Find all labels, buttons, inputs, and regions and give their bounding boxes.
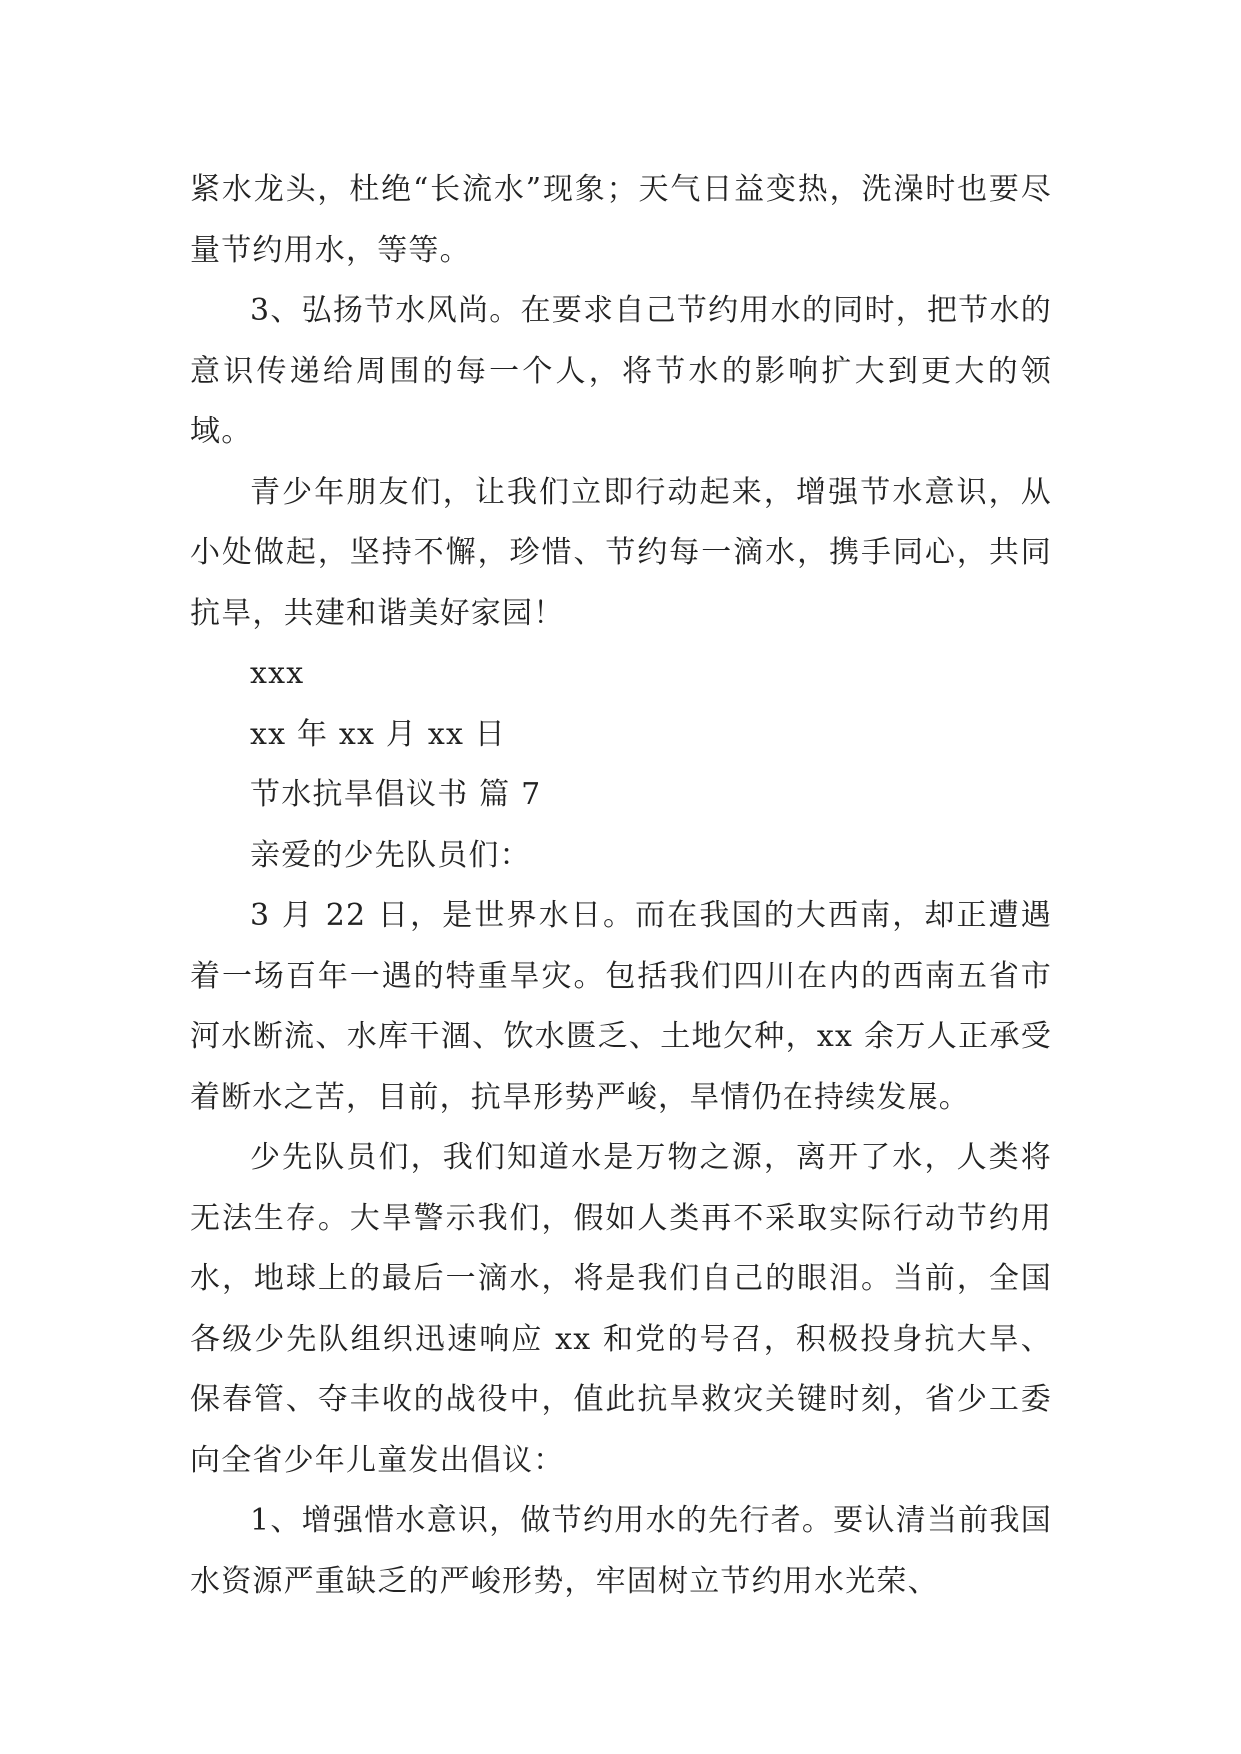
paragraph-6: 1、增强惜水意识，做节约用水的先行者。要认清当前我国水资源严重缺乏的严峻形势，牢固树立节约用水光荣、 <box>190 1503 1052 1599</box>
paragraph-1: 紧水龙头，杜绝“长流水”现象；天气日益变热，洗澡时也要尽量节约用水，等等。 <box>190 172 1052 268</box>
signature-name: xxx <box>250 656 305 691</box>
section-title: 节水抗旱倡议书 篇 7 <box>250 777 542 812</box>
paragraph-2: 3、弘扬节水风尚。在要求自己节约用水的同时，把节水的意识传递给周围的每一个人，将节水的影响扩大到更大的领域。 <box>190 293 1052 449</box>
document-body <box>190 160 1052 1612</box>
salutation: 亲爱的少先队员们： <box>250 837 531 873</box>
signature-date: xx 年 xx 月 xx 日 <box>250 716 506 752</box>
paragraph-3: 青少年朋友们，让我们立即行动起来，增强节水意识，从小处做起，坚持不懈，珍惜、节约每一滴水，携手同心，共同抗旱，共建和谐美好家园！ <box>190 474 1052 631</box>
paragraph-4: 3 月 22 日，是世界水日。而在我国的大西南，却正遭遇着一场百年一遇的特重旱灾。包括我们四川在内的西南五省市河水断流、水库干涸、饮水匮乏、土地欠种，xx 余万人正承受着断水之苦，目前，抗旱形势严峻，旱情仍在持续发展。 <box>190 898 1052 1115</box>
paragraph-5: 少先队员们，我们知道水是万物之源，离开了水，人类将无法生存。大旱警示我们，假如人类再不采取实际行动节约用水，地球上的最后一滴水，将是我们自己的眼泪。当前，全国各级少先队组织迅速响应 xx 和党的号召，积极投身抗大旱、保春管、夺丰收的战役中，值此抗旱救灾关键时刻，省少工委向全省少年儿童发出倡议： <box>190 1140 1052 1478</box>
